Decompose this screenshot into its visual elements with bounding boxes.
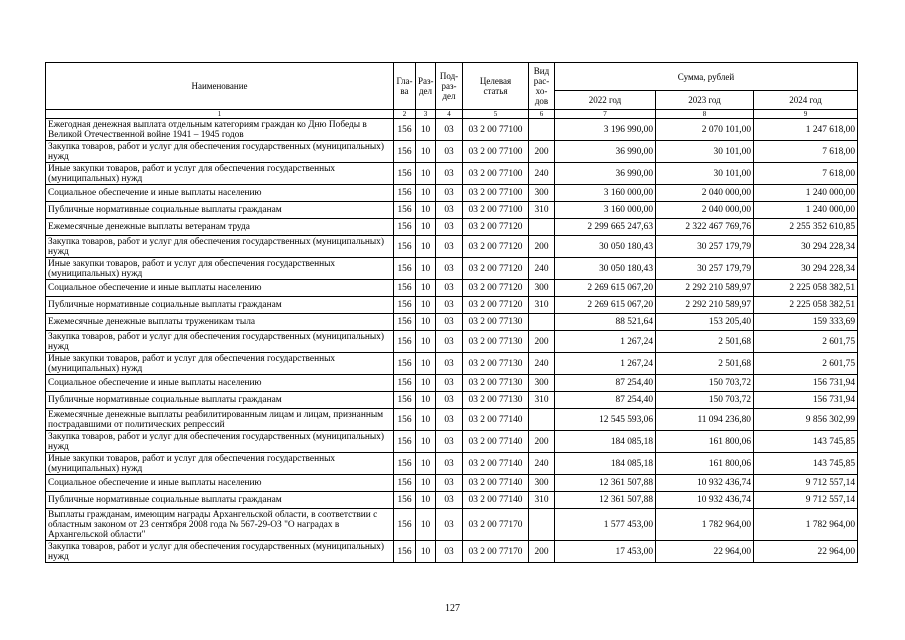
row-tselevaya-statya-cell: 03 2 00 77120	[463, 297, 529, 314]
row-sum-2024-cell: 7 618,00	[754, 141, 858, 163]
row-glava-cell: 156	[394, 163, 416, 185]
row-sum-2023-cell: 2 070 101,00	[656, 119, 754, 141]
row-name-cell: Иные закупки товаров, работ и услуг для обеспечения государственных (муниципальных) нужд	[46, 258, 394, 280]
row-name-cell: Ежемесячные денежные выплаты труженикам тыла	[46, 314, 394, 331]
row-sum-2023-cell: 10 932 436,74	[656, 475, 754, 492]
row-podrazdel-cell: 03	[436, 431, 463, 453]
row-podrazdel-cell: 03	[436, 119, 463, 141]
header-razdel: Раз- дел	[416, 63, 436, 110]
row-razdel-cell: 10	[416, 331, 436, 353]
table-row	[46, 541, 858, 563]
row-razdel-cell: 10	[416, 163, 436, 185]
row-podrazdel-cell: 03	[436, 409, 463, 431]
row-sum-2023-cell: 30 257 179,79	[656, 258, 754, 280]
row-sum-2022-cell: 12 545 593,06	[555, 409, 656, 431]
row-name-cell: Закупка товаров, работ и услуг для обеспечения государственных (муниципальных) нужд	[46, 331, 394, 353]
row-podrazdel-cell: 03	[436, 509, 463, 541]
header-summa: Сумма, рублей	[555, 63, 858, 91]
row-sum-2024-cell: 2 601,75	[754, 331, 858, 353]
row-sum-2022-cell: 30 050 180,43	[555, 258, 656, 280]
row-glava-cell: 156	[394, 392, 416, 409]
row-sum-2024-cell: 159 333,69	[754, 314, 858, 331]
header-tselevaya-statya: Целевая статья	[463, 63, 529, 110]
row-sum-2024-cell: 1 782 964,00	[754, 509, 858, 541]
table-row	[46, 258, 858, 280]
table-row	[46, 219, 858, 236]
row-sum-2022-cell: 2 269 615 067,20	[555, 280, 656, 297]
table-row	[46, 409, 858, 431]
row-sum-2024-cell: 30 294 228,34	[754, 258, 858, 280]
table-row	[46, 119, 858, 141]
row-vid-raskhodov-cell: 300	[529, 280, 555, 297]
row-glava-cell: 156	[394, 541, 416, 563]
row-sum-2024-cell: 9 712 557,14	[754, 492, 858, 509]
row-sum-2024-cell: 2 225 058 382,51	[754, 297, 858, 314]
row-tselevaya-statya-cell: 03 2 00 77140	[463, 492, 529, 509]
row-sum-2024-cell: 1 247 618,00	[754, 119, 858, 141]
column-number-cell: 2	[394, 110, 416, 119]
row-name-cell: Социальное обеспечение и иные выплаты населению	[46, 475, 394, 492]
row-name-cell: Иные закупки товаров, работ и услуг для обеспечения государственных (муниципальных) нужд	[46, 163, 394, 185]
row-razdel-cell: 10	[416, 202, 436, 219]
column-number-cell: 6	[529, 110, 555, 119]
table-row	[46, 353, 858, 375]
row-glava-cell: 156	[394, 431, 416, 453]
row-tselevaya-statya-cell: 03 2 00 77100	[463, 141, 529, 163]
row-razdel-cell: 10	[416, 141, 436, 163]
header-glava: Гла- ва	[394, 63, 416, 110]
table-header	[46, 63, 858, 119]
table-row	[46, 453, 858, 475]
table-row	[46, 185, 858, 202]
row-glava-cell: 156	[394, 475, 416, 492]
row-sum-2022-cell: 2 269 615 067,20	[555, 297, 656, 314]
column-number-cell: 3	[416, 110, 436, 119]
row-tselevaya-statya-cell: 03 2 00 77100	[463, 185, 529, 202]
row-vid-raskhodov-cell	[529, 219, 555, 236]
row-podrazdel-cell: 03	[436, 453, 463, 475]
row-sum-2024-cell: 143 745,85	[754, 453, 858, 475]
row-podrazdel-cell: 03	[436, 541, 463, 563]
row-razdel-cell: 10	[416, 409, 436, 431]
row-sum-2024-cell: 2 255 352 610,85	[754, 219, 858, 236]
row-glava-cell: 156	[394, 202, 416, 219]
row-tselevaya-statya-cell: 03 2 00 77120	[463, 236, 529, 258]
row-podrazdel-cell: 03	[436, 141, 463, 163]
row-tselevaya-statya-cell: 03 2 00 77130	[463, 331, 529, 353]
row-podrazdel-cell: 03	[436, 314, 463, 331]
row-razdel-cell: 10	[416, 219, 436, 236]
row-name-cell: Закупка товаров, работ и услуг для обеспечения государственных (муниципальных) нужд	[46, 236, 394, 258]
table-row	[46, 392, 858, 409]
row-vid-raskhodov-cell	[529, 509, 555, 541]
row-vid-raskhodov-cell: 240	[529, 453, 555, 475]
row-tselevaya-statya-cell: 03 2 00 77120	[463, 219, 529, 236]
table-row	[46, 202, 858, 219]
row-razdel-cell: 10	[416, 541, 436, 563]
row-sum-2022-cell: 1 267,24	[555, 331, 656, 353]
row-name-cell: Ежемесячные денежные выплаты ветеранам труда	[46, 219, 394, 236]
column-number-cell: 9	[754, 110, 858, 119]
row-podrazdel-cell: 03	[436, 185, 463, 202]
row-name-cell: Публичные нормативные социальные выплаты гражданам	[46, 492, 394, 509]
row-glava-cell: 156	[394, 453, 416, 475]
row-glava-cell: 156	[394, 280, 416, 297]
row-name-cell: Закупка товаров, работ и услуг для обеспечения государственных (муниципальных) нужд	[46, 541, 394, 563]
row-sum-2023-cell: 2 040 000,00	[656, 185, 754, 202]
row-sum-2023-cell: 2 501,68	[656, 331, 754, 353]
row-razdel-cell: 10	[416, 509, 436, 541]
column-number-cell: 7	[555, 110, 656, 119]
row-sum-2022-cell: 87 254,40	[555, 375, 656, 392]
table-row	[46, 509, 858, 541]
row-razdel-cell: 10	[416, 453, 436, 475]
row-sum-2023-cell: 2 040 000,00	[656, 202, 754, 219]
row-sum-2022-cell: 2 299 665 247,63	[555, 219, 656, 236]
row-razdel-cell: 10	[416, 258, 436, 280]
row-glava-cell: 156	[394, 353, 416, 375]
row-razdel-cell: 10	[416, 375, 436, 392]
row-podrazdel-cell: 03	[436, 236, 463, 258]
row-sum-2023-cell: 150 703,72	[656, 375, 754, 392]
header-podrazdel: Под- раз- дел	[436, 63, 463, 110]
budget-table	[45, 62, 858, 563]
row-glava-cell: 156	[394, 297, 416, 314]
row-vid-raskhodov-cell: 200	[529, 141, 555, 163]
row-glava-cell: 156	[394, 314, 416, 331]
row-sum-2024-cell: 9 856 302,99	[754, 409, 858, 431]
row-vid-raskhodov-cell: 200	[529, 331, 555, 353]
row-sum-2022-cell: 184 085,18	[555, 431, 656, 453]
table-row	[46, 280, 858, 297]
header-year-2022: 2022 год	[555, 91, 656, 110]
row-glava-cell: 156	[394, 219, 416, 236]
row-podrazdel-cell: 03	[436, 297, 463, 314]
row-podrazdel-cell: 03	[436, 392, 463, 409]
row-tselevaya-statya-cell: 03 2 00 77170	[463, 509, 529, 541]
row-razdel-cell: 10	[416, 431, 436, 453]
row-sum-2024-cell: 30 294 228,34	[754, 236, 858, 258]
column-number-cell: 8	[656, 110, 754, 119]
row-name-cell: Иные закупки товаров, работ и услуг для обеспечения государственных (муниципальных) нужд	[46, 353, 394, 375]
row-vid-raskhodov-cell: 310	[529, 202, 555, 219]
row-name-cell: Социальное обеспечение и иные выплаты населению	[46, 375, 394, 392]
row-glava-cell: 156	[394, 331, 416, 353]
row-sum-2024-cell: 1 240 000,00	[754, 202, 858, 219]
row-tselevaya-statya-cell: 03 2 00 77130	[463, 353, 529, 375]
row-podrazdel-cell: 03	[436, 163, 463, 185]
row-sum-2023-cell: 10 932 436,74	[656, 492, 754, 509]
row-sum-2023-cell: 161 800,06	[656, 453, 754, 475]
row-tselevaya-statya-cell: 03 2 00 77140	[463, 409, 529, 431]
row-sum-2023-cell: 2 322 467 769,76	[656, 219, 754, 236]
row-name-cell: Публичные нормативные социальные выплаты гражданам	[46, 297, 394, 314]
row-razdel-cell: 10	[416, 297, 436, 314]
table-row	[46, 141, 858, 163]
row-razdel-cell: 10	[416, 314, 436, 331]
row-name-cell: Иные закупки товаров, работ и услуг для обеспечения государственных (муниципальных) нужд	[46, 453, 394, 475]
row-podrazdel-cell: 03	[436, 258, 463, 280]
row-vid-raskhodov-cell: 310	[529, 492, 555, 509]
row-glava-cell: 156	[394, 236, 416, 258]
column-number-cell: 4	[436, 110, 463, 119]
row-name-cell: Закупка товаров, работ и услуг для обеспечения государственных (муниципальных) нужд	[46, 431, 394, 453]
row-name-cell: Ежегодная денежная выплата отдельным категориям граждан ко Дню Победы в Великой Отечественной войне 1941 – 1945 годов	[46, 119, 394, 141]
row-sum-2024-cell: 2 601,75	[754, 353, 858, 375]
row-sum-2022-cell: 87 254,40	[555, 392, 656, 409]
row-name-cell: Социальное обеспечение и иные выплаты населению	[46, 185, 394, 202]
row-sum-2023-cell: 30 257 179,79	[656, 236, 754, 258]
row-vid-raskhodov-cell: 300	[529, 185, 555, 202]
row-name-cell: Ежемесячные денежные выплаты реабилитированным лицам и лицам, признанным пострадавшими от политических репрессий	[46, 409, 394, 431]
row-podrazdel-cell: 03	[436, 280, 463, 297]
row-sum-2024-cell: 156 731,94	[754, 375, 858, 392]
row-glava-cell: 156	[394, 409, 416, 431]
row-tselevaya-statya-cell: 03 2 00 77170	[463, 541, 529, 563]
table-row	[46, 375, 858, 392]
table-row	[46, 431, 858, 453]
row-sum-2024-cell: 22 964,00	[754, 541, 858, 563]
header-vid-raskhodov: Вид рас- хо- дов	[529, 63, 555, 110]
row-glava-cell: 156	[394, 492, 416, 509]
row-razdel-cell: 10	[416, 236, 436, 258]
row-sum-2023-cell: 2 501,68	[656, 353, 754, 375]
row-sum-2022-cell: 36 990,00	[555, 141, 656, 163]
column-number-cell: 5	[463, 110, 529, 119]
table-row	[46, 297, 858, 314]
row-sum-2022-cell: 3 160 000,00	[555, 185, 656, 202]
row-sum-2024-cell: 9 712 557,14	[754, 475, 858, 492]
header-name: Наименование	[46, 63, 394, 110]
row-glava-cell: 156	[394, 375, 416, 392]
row-vid-raskhodov-cell: 200	[529, 541, 555, 563]
row-vid-raskhodov-cell	[529, 314, 555, 331]
row-vid-raskhodov-cell: 310	[529, 297, 555, 314]
row-sum-2023-cell: 2 292 210 589,97	[656, 280, 754, 297]
row-sum-2023-cell: 11 094 236,80	[656, 409, 754, 431]
row-sum-2024-cell: 143 745,85	[754, 431, 858, 453]
row-podrazdel-cell: 03	[436, 219, 463, 236]
row-sum-2022-cell: 12 361 507,88	[555, 475, 656, 492]
row-sum-2022-cell: 17 453,00	[555, 541, 656, 563]
row-razdel-cell: 10	[416, 492, 436, 509]
header-year-2023: 2023 год	[656, 91, 754, 110]
row-sum-2022-cell: 1 267,24	[555, 353, 656, 375]
row-glava-cell: 156	[394, 141, 416, 163]
row-tselevaya-statya-cell: 03 2 00 77130	[463, 392, 529, 409]
row-vid-raskhodov-cell: 240	[529, 163, 555, 185]
row-sum-2024-cell: 2 225 058 382,51	[754, 280, 858, 297]
row-sum-2023-cell: 150 703,72	[656, 392, 754, 409]
column-number-cell: 1	[46, 110, 394, 119]
row-podrazdel-cell: 03	[436, 475, 463, 492]
table-row	[46, 163, 858, 185]
row-sum-2022-cell: 1 577 453,00	[555, 509, 656, 541]
row-podrazdel-cell: 03	[436, 202, 463, 219]
column-numbers-row	[46, 110, 858, 119]
table-row	[46, 331, 858, 353]
table-body	[46, 119, 858, 563]
row-vid-raskhodov-cell: 200	[529, 236, 555, 258]
header-year-2024: 2024 год	[754, 91, 858, 110]
row-sum-2022-cell: 88 521,64	[555, 314, 656, 331]
row-razdel-cell: 10	[416, 119, 436, 141]
row-tselevaya-statya-cell: 03 2 00 77140	[463, 453, 529, 475]
row-sum-2024-cell: 7 618,00	[754, 163, 858, 185]
row-sum-2024-cell: 1 240 000,00	[754, 185, 858, 202]
row-vid-raskhodov-cell: 300	[529, 375, 555, 392]
row-tselevaya-statya-cell: 03 2 00 77100	[463, 119, 529, 141]
row-razdel-cell: 10	[416, 392, 436, 409]
row-razdel-cell: 10	[416, 280, 436, 297]
row-name-cell: Социальное обеспечение и иные выплаты населению	[46, 280, 394, 297]
table-row	[46, 236, 858, 258]
row-name-cell: Публичные нормативные социальные выплаты гражданам	[46, 392, 394, 409]
row-tselevaya-statya-cell: 03 2 00 77140	[463, 431, 529, 453]
row-vid-raskhodov-cell: 240	[529, 353, 555, 375]
row-tselevaya-statya-cell: 03 2 00 77120	[463, 280, 529, 297]
row-sum-2022-cell: 12 361 507,88	[555, 492, 656, 509]
row-sum-2022-cell: 184 085,18	[555, 453, 656, 475]
row-tselevaya-statya-cell: 03 2 00 77130	[463, 375, 529, 392]
row-glava-cell: 156	[394, 258, 416, 280]
row-vid-raskhodov-cell	[529, 409, 555, 431]
table-row	[46, 492, 858, 509]
row-podrazdel-cell: 03	[436, 375, 463, 392]
row-razdel-cell: 10	[416, 353, 436, 375]
row-sum-2022-cell: 3 160 000,00	[555, 202, 656, 219]
row-sum-2022-cell: 3 196 990,00	[555, 119, 656, 141]
row-sum-2023-cell: 153 205,40	[656, 314, 754, 331]
row-name-cell: Закупка товаров, работ и услуг для обеспечения государственных (муниципальных) нужд	[46, 141, 394, 163]
row-vid-raskhodov-cell: 310	[529, 392, 555, 409]
row-tselevaya-statya-cell: 03 2 00 77100	[463, 202, 529, 219]
row-tselevaya-statya-cell: 03 2 00 77100	[463, 163, 529, 185]
row-glava-cell: 156	[394, 509, 416, 541]
row-vid-raskhodov-cell: 200	[529, 431, 555, 453]
row-podrazdel-cell: 03	[436, 331, 463, 353]
row-sum-2023-cell: 22 964,00	[656, 541, 754, 563]
row-name-cell: Выплаты гражданам, имеющим награды Архангельской области, в соответствии с областным законом от 23 сентября 2008 года № 567-29-ОЗ "О наградах в Архангельской области"	[46, 509, 394, 541]
row-name-cell: Публичные нормативные социальные выплаты гражданам	[46, 202, 394, 219]
row-sum-2022-cell: 36 990,00	[555, 163, 656, 185]
row-podrazdel-cell: 03	[436, 492, 463, 509]
page-number: 127	[445, 603, 460, 614]
row-tselevaya-statya-cell: 03 2 00 77140	[463, 475, 529, 492]
row-tselevaya-statya-cell: 03 2 00 77120	[463, 258, 529, 280]
row-sum-2023-cell: 161 800,06	[656, 431, 754, 453]
row-razdel-cell: 10	[416, 475, 436, 492]
table-row	[46, 314, 858, 331]
row-vid-raskhodov-cell: 300	[529, 475, 555, 492]
table-row	[46, 475, 858, 492]
row-sum-2024-cell: 156 731,94	[754, 392, 858, 409]
row-razdel-cell: 10	[416, 185, 436, 202]
row-glava-cell: 156	[394, 185, 416, 202]
row-vid-raskhodov-cell	[529, 119, 555, 141]
row-sum-2023-cell: 30 101,00	[656, 141, 754, 163]
row-sum-2023-cell: 1 782 964,00	[656, 509, 754, 541]
row-glava-cell: 156	[394, 119, 416, 141]
row-sum-2023-cell: 2 292 210 589,97	[656, 297, 754, 314]
row-sum-2023-cell: 30 101,00	[656, 163, 754, 185]
row-tselevaya-statya-cell: 03 2 00 77130	[463, 314, 529, 331]
row-podrazdel-cell: 03	[436, 353, 463, 375]
row-vid-raskhodov-cell: 240	[529, 258, 555, 280]
row-sum-2022-cell: 30 050 180,43	[555, 236, 656, 258]
